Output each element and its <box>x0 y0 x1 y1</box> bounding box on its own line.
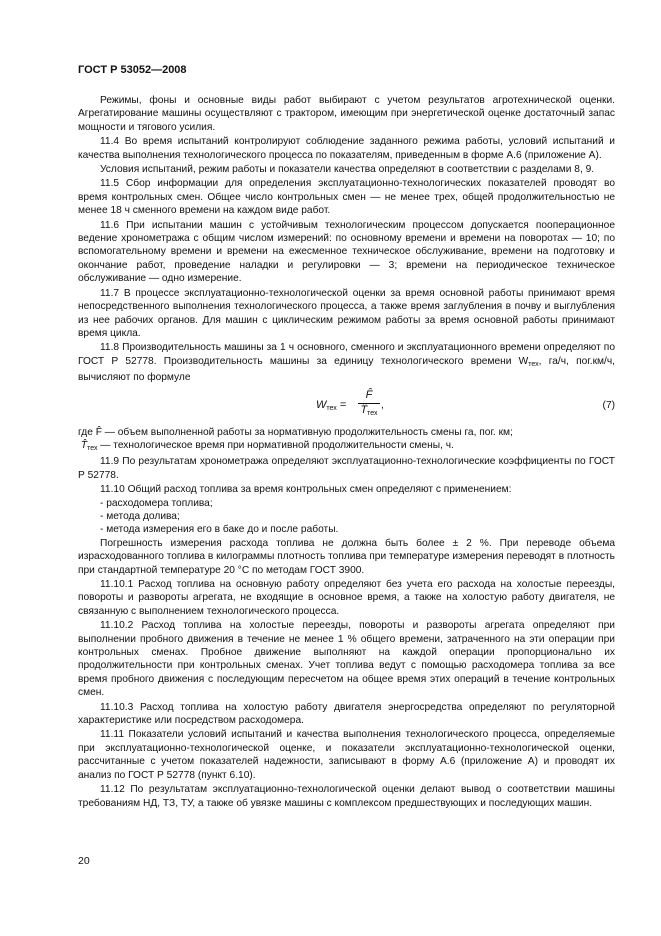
paragraph: 11.10.2 Расход топлива на холостые переезды, повороты и развороты агрегата определяют при выполнении пробного движения в течение не менее 1 % общего времени, затраченного на эти операции при контрольных сменах. Пробное движение выполняют на каждой операции пропорционально их продолжительности при контрольных сменах. Учет топлива ведут с помощью расходомера топлива за все время пробного движения с последующим пересчетом на общее время этих операций в течение контрольных смен. <box>78 620 615 699</box>
paragraph: 11.4 Во время испытаний контролируют соблюдение заданного режима работы, условий испытаний и качества выполнения технологического процесса по показателям, приведенным в форме А.6 (приложение А). <box>78 136 615 161</box>
paragraph: 11.10.3 Расход топлива на холостую работу двигателя энергосредства определяют по регуляторной характеристике или посредством расходомера. <box>78 701 615 727</box>
where-line-1: где F̂ — объем выполненной работы за нормативную продолжительность смены га, пог. км; <box>78 426 513 438</box>
formula-7: $W_{тех}$ = F̂ $T̂_{тех}$ , (7) <box>78 389 615 423</box>
paragraph: Условия испытаний, режим работы и показатели качества определяют в соответствии с разделами 8, 9. <box>100 164 595 176</box>
document-header: ГОСТ Р 53052—2008 <box>78 64 187 76</box>
document-body <box>78 94 615 810</box>
formula-lhs: $W_{тех}$ = <box>316 398 347 412</box>
formula-denominator: $T̂_{тех}$ <box>360 403 378 417</box>
paragraph: 11.6 При испытании машин с устойчивым технологическим процессом допускается пооперационное ведение хронометража с общим числом измерений: по основному времени и времени на поворотах — 10; по вспомогательному времени и времени на ежесменное техническое обслуживание, времени на подготовку и окончание работ, проведение наладки и регулировки — 3; времени на периодическое техническое обслуживание — одно измерение. <box>78 219 615 285</box>
list-item: - метода измерения его в баке до и после работы. <box>100 524 339 536</box>
paragraph: 11.11 Показатели условий испытаний и качества выполнения технологического процесса, определяемые при эксплуатационно-технологической оценке, и показатели эксплуатационно-технологической оценки, рассчитанные с учетом показателей надежности, записывают в форму А.6 (приложение А) и проводят их анализ по ГОСТ Р 52778 (пункт 6.10). <box>78 729 615 781</box>
paragraph: 11.10 Общий расход топлива за время контрольных смен определяют с применением: <box>100 484 512 496</box>
equation-number: (7) <box>602 399 615 411</box>
where-line-2: $T̂_{тех}$ — технологическое время при нормативной продолжительности смены, ч. <box>80 439 454 452</box>
paragraph: Режимы, фоны и основные виды работ выбирают с учетом результатов агротехнической оценки. Агрегатирование машины осуществляют с трактором, имеющим при энергетической оценке достаточный запас мощности и тягового усилия. <box>78 95 615 133</box>
paragraph: 11.5 Сбор информации для определения эксплуатационно-технологических показателей проводят во время контрольных смен. Общее число контрольных смен — не менее трех, общей продолжительностью не менее 18 ч сменного времени на каждом виде работ. <box>78 178 615 217</box>
paragraph: 11.12 По результатам эксплуатационно-технологической оценки делают вывод о соответствии машины требованиям НД, ТЗ, ТУ, а также об увязке машины с комплексом предшествующих и последующих машин. <box>78 784 615 809</box>
paragraph-with-sub: 11.8 Производительность машины за 1 ч основного, сменного и эксплуатационного времени определяют по ГОСТ Р 52778. Производительность машины за единицу технологического времени $W_{тех}$, га/ч, пог.км/ч, вычисляют по формуле <box>78 342 616 384</box>
paragraph: Погрешность измерения расхода топлива не должна быть более ± 2 %. При переводе объема израсходованного топлива в килограммы плотность топлива при температуре измерения переводят в плотность при стандартной температуре 20 °С по методам ГОСТ 3900. <box>78 537 615 576</box>
list-item: - метода долива; <box>100 510 180 522</box>
paragraph: 11.7 В процессе эксплуатационно-технологической оценки за время основной работы принимают время непосредственного выполнения технологического процесса, а также время заглубления в почву и выглубления из нее рабочих органов. Для машин с циклическим режимом работы за время основной работы принимают время цикла. <box>78 287 615 339</box>
formula-numerator: F̂ <box>358 389 380 404</box>
page-number: 20 <box>78 855 90 867</box>
paragraph: 11.10.1 Расход топлива на основную работу определяют без учета его расхода на холостые переезды, повороты и развороты агрегата, не входящие в основное время, а также на холостую работу двигателя, не связанную с выполнением технологического процесса. <box>78 579 615 617</box>
paragraph: 11.9 По результатам хронометража определяют эксплуатационно-технологические коэффициенты по ГОСТ Р 52778. <box>78 456 615 481</box>
formula-fraction <box>358 389 380 421</box>
list-item: - расходомера топлива; <box>100 497 213 509</box>
